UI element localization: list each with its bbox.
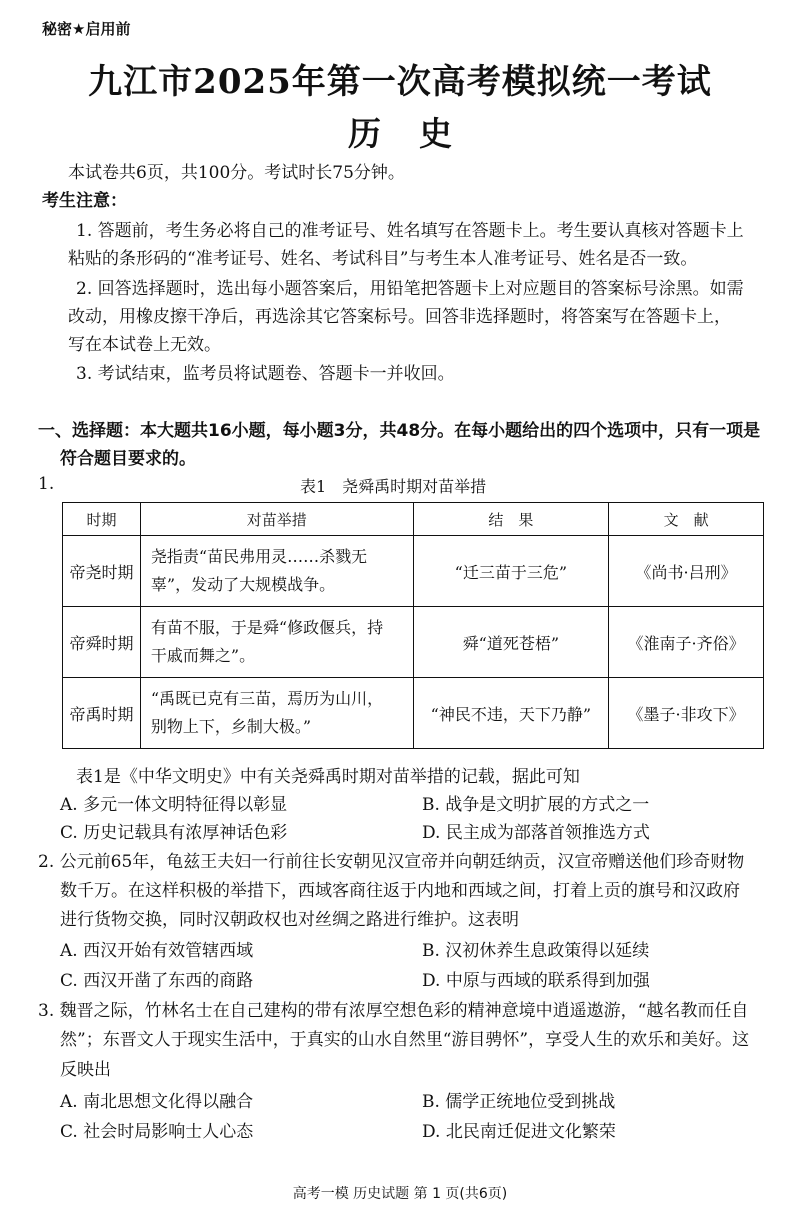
section-heading-cont: 符合题目要求的。	[60, 449, 196, 469]
table-header: 文 献	[609, 503, 764, 536]
table-header: 结 果	[413, 503, 609, 536]
source-cell: 《墨子·非攻下》	[609, 678, 764, 749]
table-header-row	[63, 503, 764, 536]
question-stem: 反映出	[60, 1060, 111, 1080]
exam-info: 本试卷共6页，共100分。考试时长75分钟。	[68, 163, 405, 183]
table-row	[63, 536, 764, 607]
measure-cell	[140, 607, 413, 678]
note-line: 写在本试卷上无效。	[68, 335, 221, 355]
note-line: 粘贴的条形码的“准考证号、姓名、考试科目”与考生本人准考证号、姓名是否一致。	[68, 249, 698, 269]
measure-text: 干戚而舞之”。	[150, 646, 256, 665]
measure-text: 辜”，发动了大规模战争。	[150, 575, 336, 594]
option-b: B. 汉初休养生息政策得以延续	[422, 941, 650, 961]
question-stem: 然”；东晋文人于现实生活中，于真实的山水自然里“游目骋怀”，享受人生的欢乐和美好。这	[60, 1030, 750, 1050]
measure-cell	[140, 678, 413, 749]
option-b: B. 战争是文明扩展的方式之一	[422, 795, 650, 815]
table-header: 时期	[63, 503, 141, 536]
period-cell: 帝舜时期	[63, 607, 141, 678]
note-line: 2. 回答选择题时，选出每小题答案后，用铅笔把答题卡上对应题目的答案标号涂黑。如需	[76, 279, 744, 299]
measure-text: 有苗不服，于是舜“修政偃兵，持	[150, 618, 384, 637]
option-a: A. 多元一体文明特征得以彰显	[60, 795, 288, 815]
note-line: 3. 考试结束，监考员将试题卷、答题卡一并收回。	[76, 364, 455, 384]
result-cell: “迁三苗于三危”	[413, 536, 609, 607]
page-footer: 高考一模 历史试题 第 1 页(共6页)	[292, 1186, 508, 1202]
table-row	[63, 607, 764, 678]
question-stem: 2. 公元前65年，龟兹王夫妇一行前往长安朝见汉宣帝并向朝廷纳贡，汉宣帝赠送他们珍奇财物	[38, 852, 745, 872]
table-header: 对苗举措	[140, 503, 413, 536]
source-cell: 《尚书·吕刑》	[609, 536, 764, 607]
period-cell: 帝禹时期	[63, 678, 141, 749]
option-a: A. 西汉开始有效管辖西域	[60, 941, 254, 961]
subject-title: 历史	[348, 114, 490, 153]
section-heading: 一、选择题：本大题共16小题，每小题3分，共48分。在每小题给出的四个选项中，只有一项是	[38, 421, 761, 441]
option-c: C. 历史记载具有浓厚神话色彩	[60, 823, 288, 843]
measure-text: 尧指责“苗民弗用灵……杀戮无	[150, 547, 368, 566]
measure-text: 别物上下，乡制大极。”	[150, 717, 312, 736]
option-d: D. 民主成为部落首领推选方式	[422, 823, 650, 843]
option-d: D. 中原与西域的联系得到加强	[422, 971, 650, 991]
result-cell: “神民不违，天下乃静”	[413, 678, 609, 749]
option-c: C. 社会时局影响士人心态	[60, 1122, 254, 1142]
note-line: 改动，用橡皮擦干净后，再选涂其它答案标号。回答非选择题时，将答案写在答题卡上，	[68, 307, 731, 327]
source-cell: 《淮南子·齐俗》	[609, 607, 764, 678]
option-c: C. 西汉开凿了东西的商路	[60, 971, 254, 991]
question-stem: 表1是《中华文明史》中有关尧舜禹时期对苗举措的记载，据此可知	[76, 767, 580, 787]
notice-title: 考生注意：	[42, 191, 127, 211]
option-d: D. 北民南迁促进文化繁荣	[422, 1122, 616, 1142]
note-line: 1. 答题前，考生务必将自己的准考证号、姓名填写在答题卡上。考生要认真核对答题卡上	[76, 221, 744, 241]
measure-cell	[140, 536, 413, 607]
question-stem: 3. 魏晋之际，竹林名士在自己建构的带有浓厚空想色彩的精神意境中逍遥遨游，“越名教而任自	[38, 1001, 749, 1021]
question-stem: 进行货物交换，同时汉朝政权也对丝绸之路进行维护。这表明	[60, 910, 519, 930]
table-caption: 表1 尧舜禹时期对苗举措	[300, 477, 487, 496]
measure-text: “禹既已克有三苗，焉历为山川，	[150, 689, 384, 708]
confidential-label: 秘密★启用前	[42, 20, 131, 38]
table-row	[63, 678, 764, 749]
exam-title: 九江市2025年第一次高考模拟统一考试	[88, 62, 712, 102]
question-number: 1.	[38, 474, 55, 494]
option-a: A. 南北思想文化得以融合	[60, 1092, 254, 1112]
period-cell: 帝尧时期	[63, 536, 141, 607]
result-cell: 舜“道死苍梧”	[413, 607, 609, 678]
question-stem: 数千万。在这样积极的举措下，西域客商往返于内地和西域之间，打着上贡的旗号和汉政府	[60, 881, 740, 901]
option-b: B. 儒学正统地位受到挑战	[422, 1092, 616, 1112]
measures-table	[62, 502, 764, 749]
